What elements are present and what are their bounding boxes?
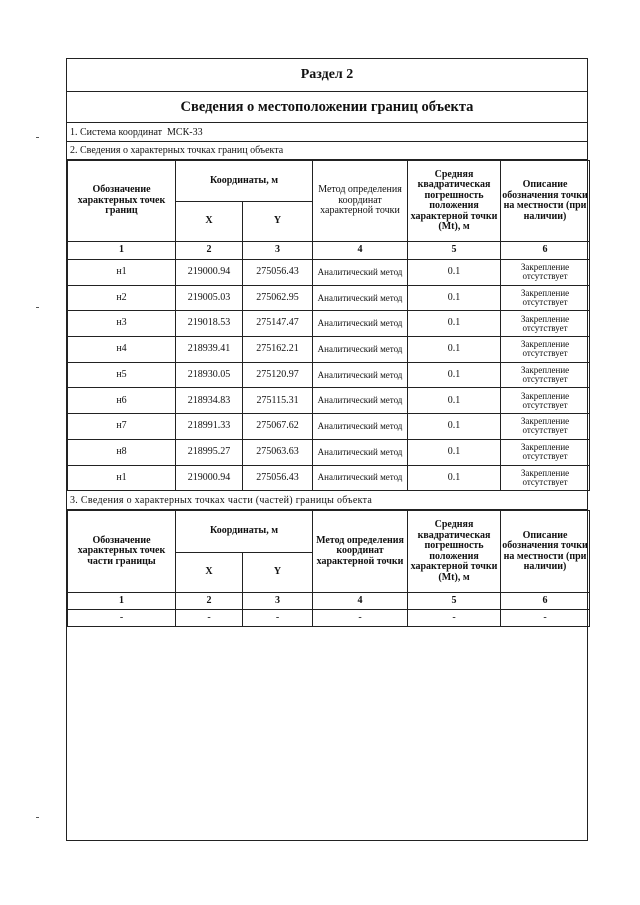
point-x: 219018.53: [176, 311, 243, 337]
point-y: 275115.31: [243, 388, 313, 414]
point-name: н7: [68, 414, 176, 440]
point-x: 218930.05: [176, 362, 243, 388]
point-name: н8: [68, 439, 176, 465]
point-mt: 0.1: [408, 388, 501, 414]
point-x: 219005.03: [176, 285, 243, 311]
point-desc: Закрепление отсутствует: [501, 362, 590, 388]
parts-heading: 3. Сведения о характерных точках части (частей) границы объекта: [67, 491, 587, 510]
coord-system-line: [67, 123, 587, 142]
header-y: Y: [243, 553, 313, 593]
col-num: 6: [501, 242, 590, 260]
point-method: Аналитический метод: [313, 388, 408, 414]
header-accuracy: Средняя квадратическая погрешность положения характерной точки (Mt), м: [408, 161, 501, 242]
table-row: [68, 362, 590, 388]
point-mt: 0.1: [408, 260, 501, 286]
point-name: н4: [68, 337, 176, 363]
point-y: 275162.21: [243, 337, 313, 363]
point-y: 275063.63: [243, 439, 313, 465]
table-row: [68, 610, 590, 627]
section-title: Раздел 2: [67, 59, 587, 92]
empty-cell: -: [243, 610, 313, 627]
header-designation: Обозначение характерных точек части границы: [68, 511, 176, 593]
point-mt: 0.1: [408, 337, 501, 363]
header-description: Описание обозначения точки на местности (при наличии): [501, 161, 590, 242]
point-mt: 0.1: [408, 311, 501, 337]
header-method: Метод определения координат характерной точки: [313, 511, 408, 593]
column-numbers-row: [68, 593, 590, 610]
point-x: 218934.83: [176, 388, 243, 414]
header-method: Метод определения координат характерной точки: [313, 161, 408, 242]
boundary-points-table: [67, 160, 590, 491]
point-y: 275147.47: [243, 311, 313, 337]
point-method: Аналитический метод: [313, 414, 408, 440]
header-x: X: [176, 202, 243, 242]
point-name: н6: [68, 388, 176, 414]
col-num: 3: [243, 242, 313, 260]
point-mt: 0.1: [408, 465, 501, 491]
empty-cell: -: [408, 610, 501, 627]
table-row: [68, 439, 590, 465]
point-method: Аналитический метод: [313, 362, 408, 388]
table-row: [68, 285, 590, 311]
header-description: Описание обозначения точки на местности (при наличии): [501, 511, 590, 593]
coord-system-value: МСК-33: [167, 126, 203, 138]
point-desc: Закрепление отсутствует: [501, 337, 590, 363]
col-num: 1: [68, 593, 176, 610]
point-mt: 0.1: [408, 439, 501, 465]
point-name: н1: [68, 465, 176, 491]
point-name: н5: [68, 362, 176, 388]
part-points-table: [67, 510, 590, 627]
col-num: 1: [68, 242, 176, 260]
header-y: Y: [243, 202, 313, 242]
col-num: 5: [408, 593, 501, 610]
table-row: [68, 414, 590, 440]
header-designation: Обозначение характерных точек границ: [68, 161, 176, 242]
point-y: 275056.43: [243, 465, 313, 491]
point-method: Аналитический метод: [313, 465, 408, 491]
col-num: 6: [501, 593, 590, 610]
point-x: 219000.94: [176, 465, 243, 491]
header-accuracy: Средняя квадратическая погрешность положения характерной точки (Mt), м: [408, 511, 501, 593]
table-row: [68, 311, 590, 337]
point-method: Аналитический метод: [313, 260, 408, 286]
table-row: [68, 465, 590, 491]
col-num: 2: [176, 593, 243, 610]
table-row: [68, 388, 590, 414]
point-name: н2: [68, 285, 176, 311]
point-desc: Закрепление отсутствует: [501, 414, 590, 440]
point-y: 275062.95: [243, 285, 313, 311]
point-method: Аналитический метод: [313, 439, 408, 465]
col-num: 5: [408, 242, 501, 260]
document-frame: [66, 58, 588, 841]
point-method: Аналитический метод: [313, 285, 408, 311]
col-num: 4: [313, 593, 408, 610]
point-method: Аналитический метод: [313, 311, 408, 337]
point-desc: Закрепление отсутствует: [501, 388, 590, 414]
header-coords: Координаты, м: [176, 161, 313, 202]
table-row: [68, 337, 590, 363]
point-name: н3: [68, 311, 176, 337]
point-mt: 0.1: [408, 414, 501, 440]
point-method: Аналитический метод: [313, 337, 408, 363]
point-y: 275056.43: [243, 260, 313, 286]
point-desc: Закрепление отсутствует: [501, 465, 590, 491]
point-desc: Закрепление отсутствует: [501, 311, 590, 337]
col-num: 4: [313, 242, 408, 260]
header-x: X: [176, 553, 243, 593]
point-x: 218939.41: [176, 337, 243, 363]
col-num: 2: [176, 242, 243, 260]
empty-cell: -: [501, 610, 590, 627]
point-name: н1: [68, 260, 176, 286]
margin-mark: [36, 137, 39, 138]
table-row: [68, 260, 590, 286]
empty-cell: -: [313, 610, 408, 627]
point-mt: 0.1: [408, 362, 501, 388]
margin-mark: [36, 817, 39, 818]
points-heading: 2. Сведения о характерных точках границ объекта: [67, 142, 587, 160]
coord-system-label: 1. Система координат: [70, 126, 163, 138]
point-y: 275120.97: [243, 362, 313, 388]
col-num: 3: [243, 593, 313, 610]
point-y: 275067.62: [243, 414, 313, 440]
point-x: 219000.94: [176, 260, 243, 286]
section-subtitle: Сведения о местоположении границ объекта: [67, 92, 587, 123]
header-coords: Координаты, м: [176, 511, 313, 553]
point-desc: Закрепление отсутствует: [501, 285, 590, 311]
point-x: 218991.33: [176, 414, 243, 440]
point-desc: Закрепление отсутствует: [501, 260, 590, 286]
margin-mark: [36, 307, 39, 308]
empty-cell: -: [176, 610, 243, 627]
empty-cell: -: [68, 610, 176, 627]
column-numbers-row: [68, 242, 590, 260]
point-x: 218995.27: [176, 439, 243, 465]
point-desc: Закрепление отсутствует: [501, 439, 590, 465]
point-mt: 0.1: [408, 285, 501, 311]
